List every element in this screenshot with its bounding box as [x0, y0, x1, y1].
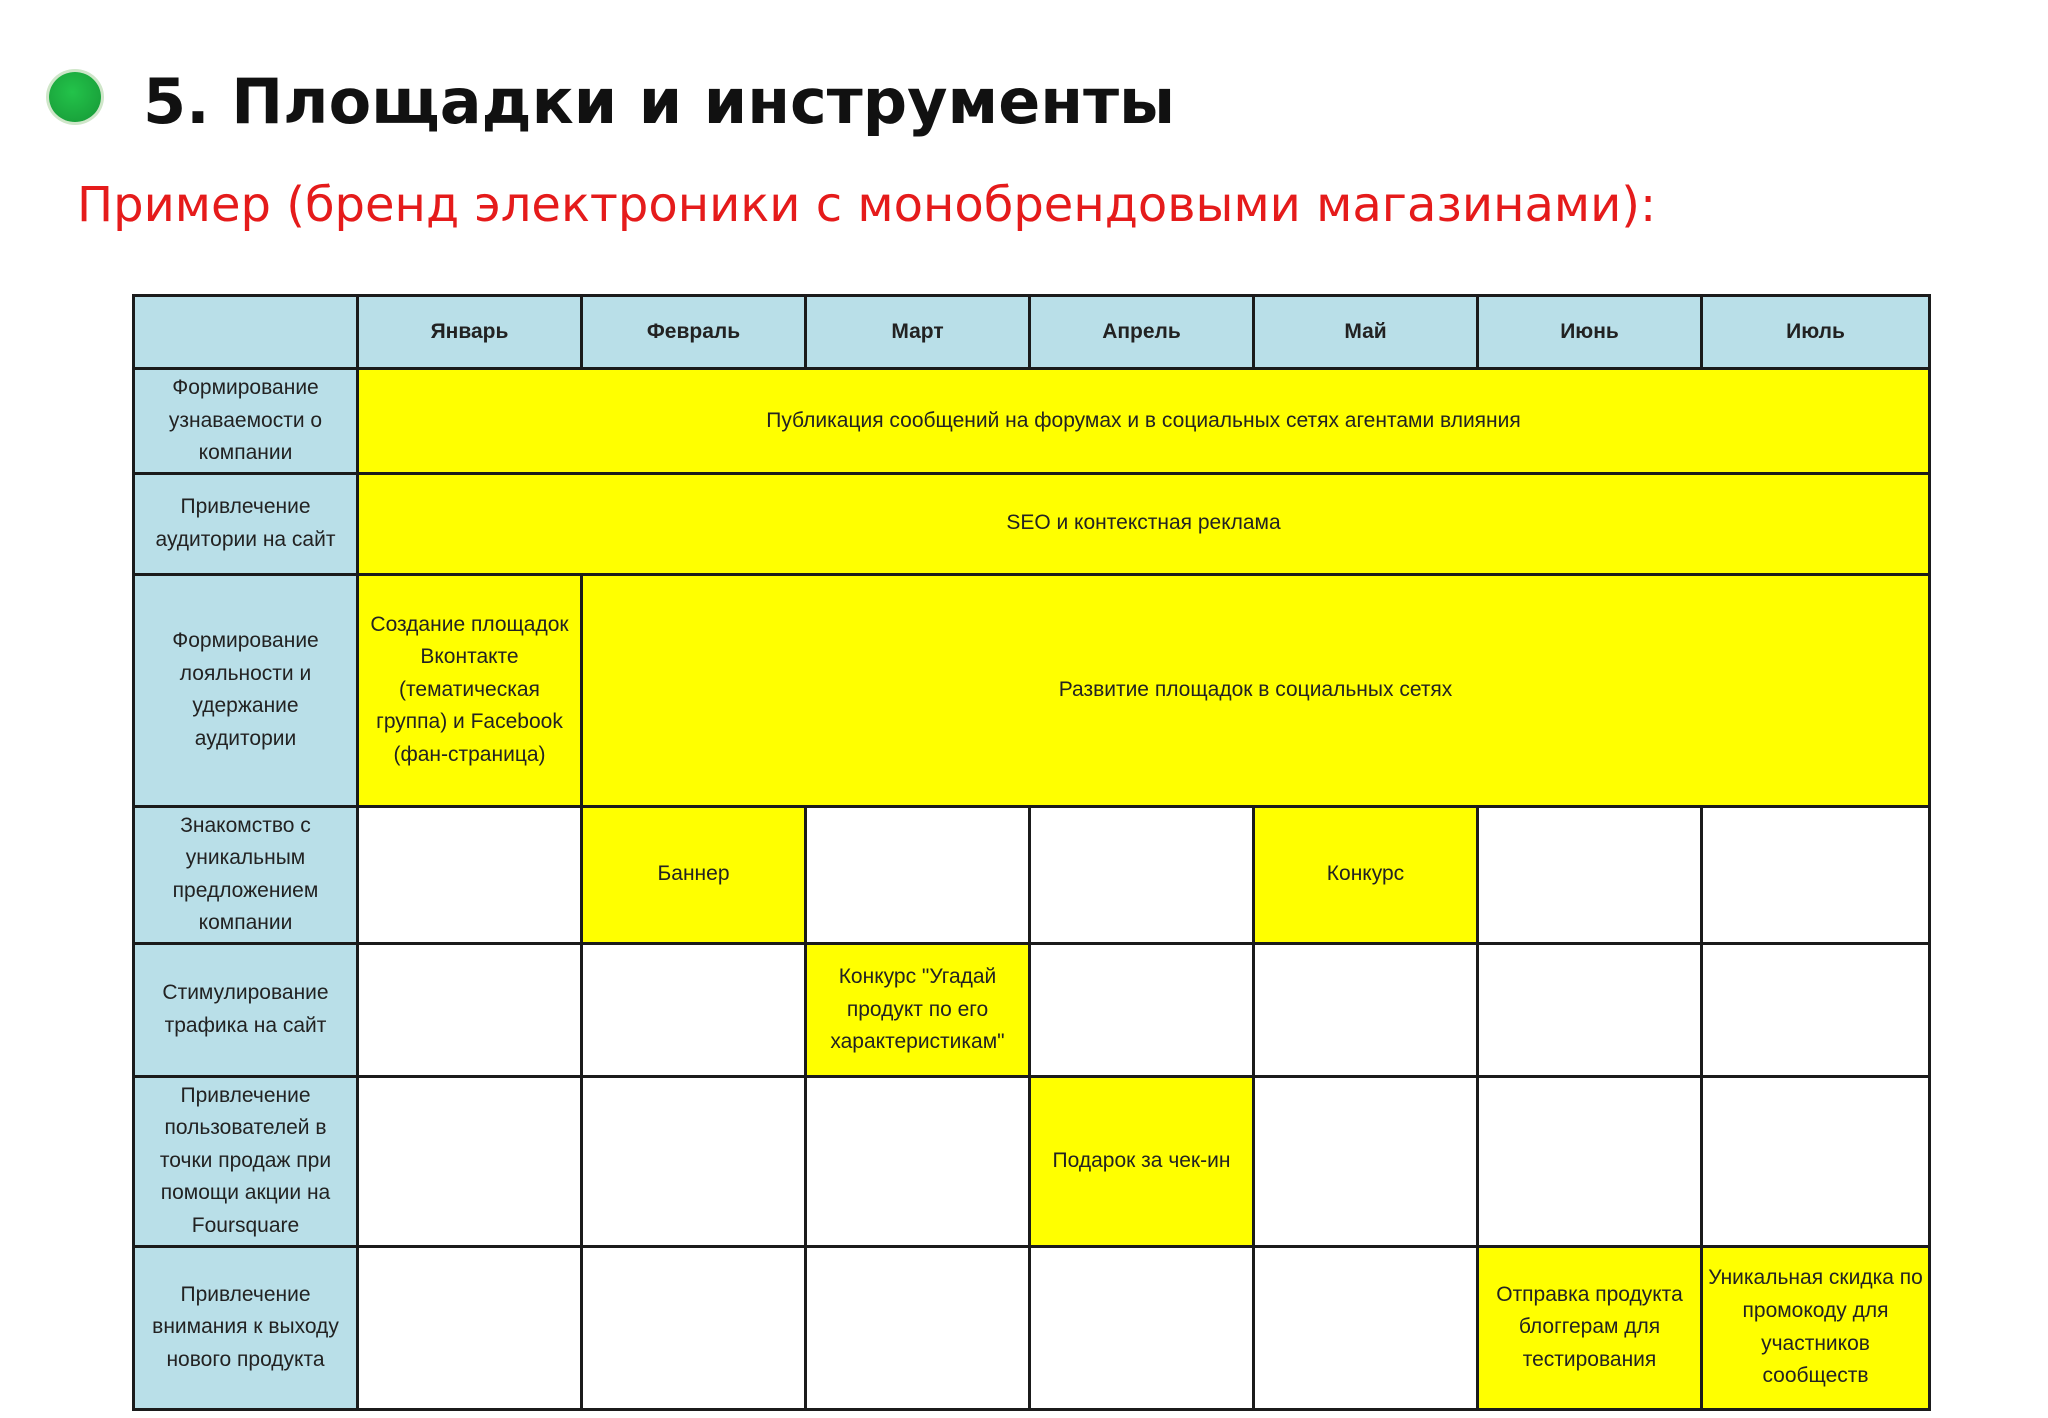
- empty-cell: [1702, 943, 1930, 1076]
- empty-cell: [1702, 1076, 1930, 1246]
- table-row: [134, 943, 1930, 1076]
- empty-cell: [1030, 943, 1254, 1076]
- header-month-april: Апрель: [1030, 296, 1254, 369]
- slide-title: 5. Площадки и инструменты: [143, 65, 1176, 138]
- row-label: Знакомство с уникальным предложением компании: [134, 806, 358, 943]
- header-month-july: Июль: [1702, 296, 1930, 369]
- header-month-may: Май: [1254, 296, 1478, 369]
- cell-publication: Публикация сообщений на форумах и в социальных сетях агентами влияния: [358, 369, 1930, 474]
- empty-cell: [1030, 1246, 1254, 1409]
- empty-cell: [582, 1246, 806, 1409]
- table-row: [134, 574, 1930, 806]
- empty-cell: [1254, 943, 1478, 1076]
- header-month-january: Январь: [358, 296, 582, 369]
- cell-checkin-gift: Подарок за чек-ин: [1030, 1076, 1254, 1246]
- cell-seo: SEO и контекстная реклама: [358, 473, 1930, 574]
- cell-guess-product-contest: Конкурс "Угадай продукт по его характеристикам": [806, 943, 1030, 1076]
- cell-promo-discount: Уникальная скидка по промокоду для участников сообществ: [1702, 1246, 1930, 1409]
- table-header-row: [134, 296, 1930, 369]
- empty-cell: [806, 806, 1030, 943]
- cell-create-platforms: Создание площадок Вконтакте (тематическая группа) и Facebook (фан-страница): [358, 574, 582, 806]
- empty-cell: [1254, 1076, 1478, 1246]
- table-row: [134, 1246, 1930, 1409]
- header-month-march: Март: [806, 296, 1030, 369]
- empty-cell: [358, 806, 582, 943]
- table-row: [134, 369, 1930, 474]
- row-label: Стимулирование трафика на сайт: [134, 943, 358, 1076]
- row-label: Формирование лояльности и удержание аудитории: [134, 574, 358, 806]
- cell-develop-platforms: Развитие площадок в социальных сетях: [582, 574, 1930, 806]
- empty-cell: [1478, 1076, 1702, 1246]
- table-row: [134, 806, 1930, 943]
- header-corner-cell: [134, 296, 358, 369]
- row-label: Привлечение внимания к выходу нового продукта: [134, 1246, 358, 1409]
- empty-cell: [582, 943, 806, 1076]
- row-label: Формирование узнаваемости о компании: [134, 369, 358, 474]
- empty-cell: [1478, 943, 1702, 1076]
- media-plan-table: [132, 294, 1931, 1411]
- empty-cell: [1254, 1246, 1478, 1409]
- empty-cell: [806, 1246, 1030, 1409]
- empty-cell: [358, 1246, 582, 1409]
- header-month-june: Июнь: [1478, 296, 1702, 369]
- cell-banner: Баннер: [582, 806, 806, 943]
- row-label: Привлечение аудитории на сайт: [134, 473, 358, 574]
- empty-cell: [1702, 806, 1930, 943]
- cell-blogger-testing: Отправка продукта блоггерам для тестирования: [1478, 1246, 1702, 1409]
- empty-cell: [1030, 806, 1254, 943]
- row-label: Привлечение пользователей в точки продаж при помощи акции на Foursquare: [134, 1076, 358, 1246]
- empty-cell: [358, 1076, 582, 1246]
- empty-cell: [358, 943, 582, 1076]
- empty-cell: [582, 1076, 806, 1246]
- green-bullet-icon: [49, 72, 101, 122]
- table-row: [134, 1076, 1930, 1246]
- header-month-february: Февраль: [582, 296, 806, 369]
- empty-cell: [806, 1076, 1030, 1246]
- cell-contest: Конкурс: [1254, 806, 1478, 943]
- table-row: [134, 473, 1930, 574]
- empty-cell: [1478, 806, 1702, 943]
- slide-subtitle: Пример (бренд электроники с монобрендовыми магазинами):: [77, 177, 1657, 233]
